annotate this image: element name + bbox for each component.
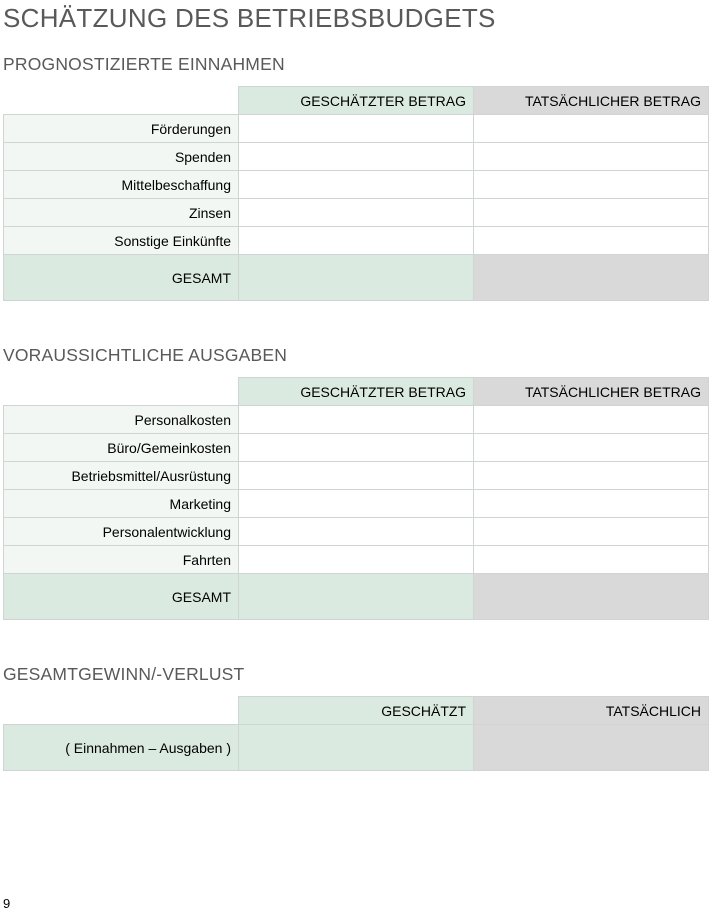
corner-cell	[4, 697, 239, 725]
page-number: 9	[3, 896, 11, 911]
row-label: Spenden	[4, 143, 239, 171]
income-total-estimated-cell[interactable]	[239, 255, 474, 301]
row-label: Büro/Gemeinkosten	[4, 434, 239, 462]
table-row	[4, 199, 709, 227]
actual-amount-cell[interactable]	[474, 462, 709, 490]
income-table	[3, 86, 709, 301]
estimated-amount-cell[interactable]	[239, 546, 474, 574]
estimated-amount-cell[interactable]	[239, 434, 474, 462]
table-row	[4, 490, 709, 518]
total-label: GESAMT	[4, 574, 239, 620]
estimated-amount-cell[interactable]	[239, 115, 474, 143]
estimated-amount-cell[interactable]	[239, 171, 474, 199]
net-actual-header: TATSÄCHLICH	[474, 697, 709, 725]
expenses-section-title: VORAUSSICHTLICHE AUSGABEN	[3, 345, 288, 365]
page-title: SCHÄTZUNG DES BETRIEBSBUDGETS	[3, 3, 496, 33]
row-label: Sonstige Einkünfte	[4, 227, 239, 255]
estimated-amount-cell[interactable]	[239, 406, 474, 434]
actual-amount-cell[interactable]	[474, 434, 709, 462]
estimated-amount-cell[interactable]	[239, 227, 474, 255]
row-label: Personalkosten	[4, 406, 239, 434]
net-estimated-header: GESCHÄTZT	[239, 697, 474, 725]
estimated-amount-cell[interactable]	[239, 199, 474, 227]
expenses-estimated-header: GESCHÄTZTER BETRAG	[239, 378, 474, 406]
expenses-header-row	[4, 378, 709, 406]
income-section-title: PROGNOSTIZIERTE EINNAHMEN	[3, 54, 285, 74]
corner-cell	[4, 378, 239, 406]
income-total-actual-cell[interactable]	[474, 255, 709, 301]
row-label: Zinsen	[4, 199, 239, 227]
income-total-row	[4, 255, 709, 301]
expenses-table	[3, 377, 709, 620]
table-row	[4, 171, 709, 199]
row-label: Personalentwicklung	[4, 518, 239, 546]
net-section-title: GESAMTGEWINN/-VERLUST	[3, 664, 245, 684]
table-row	[4, 462, 709, 490]
net-actual-cell[interactable]	[474, 725, 709, 771]
net-table	[3, 696, 709, 771]
row-label: Betriebsmittel/Ausrüstung	[4, 462, 239, 490]
actual-amount-cell[interactable]	[474, 115, 709, 143]
table-row	[4, 546, 709, 574]
table-row	[4, 406, 709, 434]
actual-amount-cell[interactable]	[474, 171, 709, 199]
estimated-amount-cell[interactable]	[239, 143, 474, 171]
actual-amount-cell[interactable]	[474, 199, 709, 227]
expenses-total-estimated-cell[interactable]	[239, 574, 474, 620]
net-header-row	[4, 697, 709, 725]
net-result-row	[4, 725, 709, 771]
income-actual-header: TATSÄCHLICHER BETRAG	[474, 87, 709, 115]
row-label: Mittelbeschaffung	[4, 171, 239, 199]
estimated-amount-cell[interactable]	[239, 490, 474, 518]
expenses-actual-header: TATSÄCHLICHER BETRAG	[474, 378, 709, 406]
estimated-amount-cell[interactable]	[239, 518, 474, 546]
actual-amount-cell[interactable]	[474, 490, 709, 518]
actual-amount-cell[interactable]	[474, 518, 709, 546]
table-row	[4, 143, 709, 171]
actual-amount-cell[interactable]	[474, 143, 709, 171]
expenses-total-actual-cell[interactable]	[474, 574, 709, 620]
row-label: Marketing	[4, 490, 239, 518]
row-label: Fahrten	[4, 546, 239, 574]
table-row	[4, 434, 709, 462]
actual-amount-cell[interactable]	[474, 227, 709, 255]
actual-amount-cell[interactable]	[474, 406, 709, 434]
corner-cell	[4, 87, 239, 115]
total-label: GESAMT	[4, 255, 239, 301]
row-label: Förderungen	[4, 115, 239, 143]
table-row	[4, 227, 709, 255]
actual-amount-cell[interactable]	[474, 546, 709, 574]
expenses-total-row	[4, 574, 709, 620]
estimated-amount-cell[interactable]	[239, 462, 474, 490]
income-estimated-header: GESCHÄTZTER BETRAG	[239, 87, 474, 115]
table-row	[4, 115, 709, 143]
income-header-row	[4, 87, 709, 115]
table-row	[4, 518, 709, 546]
net-row-label: ( Einnahmen – Ausgaben )	[4, 725, 239, 771]
net-estimated-cell[interactable]	[239, 725, 474, 771]
